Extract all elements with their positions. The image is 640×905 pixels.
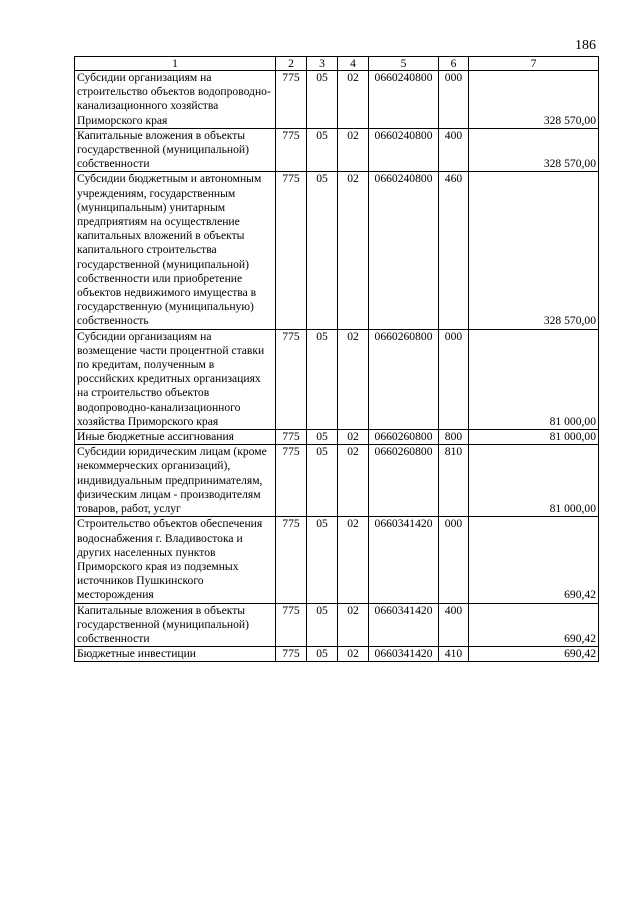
expense-type-code: 400: [439, 128, 469, 172]
target-article-code: 0660240800: [369, 71, 439, 129]
item-name: Капитальные вложения в объекты государственной (муниципальной) собственности: [75, 128, 276, 172]
section-code: 05: [307, 172, 338, 329]
section-code: 05: [307, 430, 338, 445]
target-article-code: 0660341420: [369, 647, 439, 662]
subsection-code: 02: [338, 329, 369, 429]
amount: 81 000,00: [469, 445, 599, 517]
subsection-code: 02: [338, 445, 369, 517]
table-row: [75, 603, 599, 647]
section-code: 05: [307, 445, 338, 517]
ministry-code: 775: [276, 430, 307, 445]
ministry-code: 775: [276, 445, 307, 517]
subsection-code: 02: [338, 128, 369, 172]
subsection-code: 02: [338, 172, 369, 329]
table-header-row: [75, 57, 599, 71]
table-row: [75, 172, 599, 329]
target-article-code: 0660240800: [369, 172, 439, 329]
amount: 81 000,00: [469, 430, 599, 445]
expense-type-code: 800: [439, 430, 469, 445]
expense-type-code: 000: [439, 517, 469, 603]
ministry-code: 775: [276, 71, 307, 129]
column-header: 5: [369, 57, 439, 71]
subsection-code: 02: [338, 647, 369, 662]
column-header: 2: [276, 57, 307, 71]
column-header: 4: [338, 57, 369, 71]
item-name: Субсидии юридическим лицам (кроме некоммерческих организаций), индивидуальным предпринимателям, физическим лицам - производителям товаров, работ, услуг: [75, 445, 276, 517]
section-code: 05: [307, 71, 338, 129]
amount: 328 570,00: [469, 71, 599, 129]
ministry-code: 775: [276, 603, 307, 647]
table-row: [75, 445, 599, 517]
section-code: 05: [307, 128, 338, 172]
ministry-code: 775: [276, 128, 307, 172]
section-code: 05: [307, 647, 338, 662]
amount: 690,42: [469, 647, 599, 662]
target-article-code: 0660260800: [369, 445, 439, 517]
target-article-code: 0660341420: [369, 517, 439, 603]
item-name: Субсидии бюджетным и автономным учреждениям, государственным (муниципальным) унитарным предприятиям на осуществление капитальных вложений в объекты капитального строительства государственной (муниципальной) собственности или приобретение объектов недвижимого имущества в государственную (муниципальную) собственность: [75, 172, 276, 329]
section-code: 05: [307, 517, 338, 603]
expense-type-code: 810: [439, 445, 469, 517]
amount: 81 000,00: [469, 329, 599, 429]
item-name: Субсидии организациям на возмещение части процентной ставки по кредитам, полученным в российских кредитных организациях на строительство объектов водопроводно-канализационного хозяйства Приморского края: [75, 329, 276, 429]
ministry-code: 775: [276, 172, 307, 329]
section-code: 05: [307, 603, 338, 647]
table-row: [75, 430, 599, 445]
table-row: [75, 329, 599, 429]
ministry-code: 775: [276, 329, 307, 429]
target-article-code: 0660260800: [369, 430, 439, 445]
target-article-code: 0660260800: [369, 329, 439, 429]
column-header: 6: [439, 57, 469, 71]
table-row: [75, 647, 599, 662]
target-article-code: 0660341420: [369, 603, 439, 647]
section-code: 05: [307, 329, 338, 429]
expense-type-code: 400: [439, 603, 469, 647]
subsection-code: 02: [338, 71, 369, 129]
item-name: Капитальные вложения в объекты государственной (муниципальной) собственности: [75, 603, 276, 647]
expense-type-code: 000: [439, 329, 469, 429]
ministry-code: 775: [276, 647, 307, 662]
subsection-code: 02: [338, 517, 369, 603]
ministry-code: 775: [276, 517, 307, 603]
column-header: 3: [307, 57, 338, 71]
column-header: 1: [75, 57, 276, 71]
column-header: 7: [469, 57, 599, 71]
page-number: 186: [575, 38, 596, 53]
item-name: Строительство объектов обеспечения водоснабжения г. Владивостока и других населенных пунктов Приморского края из подземных источников Пушкинского месторождения: [75, 517, 276, 603]
expense-type-code: 410: [439, 647, 469, 662]
amount: 690,42: [469, 517, 599, 603]
table-row: [75, 128, 599, 172]
amount: 328 570,00: [469, 128, 599, 172]
table-row: [75, 517, 599, 603]
item-name: Иные бюджетные ассигнования: [75, 430, 276, 445]
amount: 690,42: [469, 603, 599, 647]
item-name: Бюджетные инвестиции: [75, 647, 276, 662]
subsection-code: 02: [338, 430, 369, 445]
expense-type-code: 000: [439, 71, 469, 129]
target-article-code: 0660240800: [369, 128, 439, 172]
expense-type-code: 460: [439, 172, 469, 329]
amount: 328 570,00: [469, 172, 599, 329]
budget-table: [74, 56, 599, 662]
table-row: [75, 71, 599, 129]
subsection-code: 02: [338, 603, 369, 647]
item-name: Субсидии организациям на строительство объектов водопроводно-канализационного хозяйства Приморского края: [75, 71, 276, 129]
